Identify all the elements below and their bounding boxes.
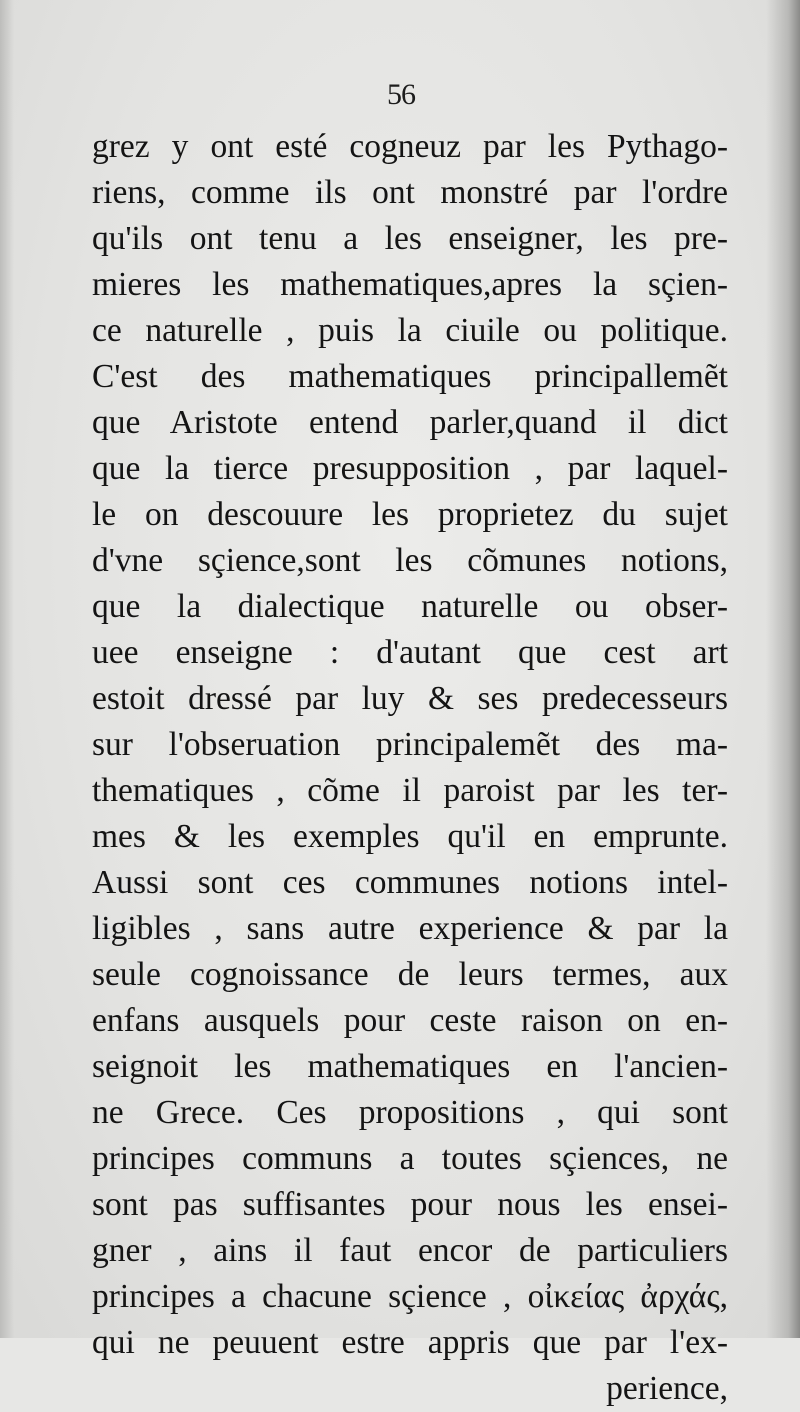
text-line: perience, xyxy=(606,1370,728,1407)
text-line: ligibles , sans autre experience & par la xyxy=(92,910,728,947)
text-line: le on descouure les proprietez du sujet xyxy=(92,496,728,533)
text-line: mes & les exemples qu'il en emprunte. xyxy=(92,818,728,855)
text-line: d'vne sçience,sont les cõmunes notions, xyxy=(92,542,728,579)
text-line: riens, comme ils ont monstré par l'ordre xyxy=(92,174,728,211)
text-line: C'est des mathematiques principallemẽt xyxy=(92,358,728,395)
text-line: que la tierce presupposition , par laquel- xyxy=(92,450,728,487)
text-line: sont pas suffisantes pour nous les ensei- xyxy=(92,1186,728,1223)
text-line: que la dialectique naturelle ou obser- xyxy=(92,588,728,625)
text-line: grez y ont esté cogneuz par les Pythago- xyxy=(92,128,728,165)
text-line: seule cognoissance de leurs termes, aux xyxy=(92,956,728,993)
page-number: 56 xyxy=(387,78,415,111)
text-line: gner , ains il faut encor de particuliers xyxy=(92,1232,728,1269)
text-line: ne Grece. Ces propositions , qui sont xyxy=(92,1094,728,1131)
text-line: qui ne peuuent estre appris que par l'ex- xyxy=(92,1324,728,1361)
text-line: enfans ausquels pour ceste raison on en- xyxy=(92,1002,728,1039)
text-line: mieres les mathematiques,apres la sçien- xyxy=(92,266,728,303)
text-line: ce naturelle , puis la ciuile ou politique. xyxy=(92,312,728,349)
text-line: Aussi sont ces communes notions intel- xyxy=(92,864,728,901)
text-line: principes communs a toutes sçiences, ne xyxy=(92,1140,728,1177)
text-line: qu'ils ont tenu a les enseigner, les pre- xyxy=(92,220,728,257)
page-right-edge-shadow xyxy=(766,0,800,1338)
text-line: uee enseigne : d'autant que cest art xyxy=(92,634,728,671)
text-line: que Aristote entend parler,quand il dict xyxy=(92,404,728,441)
text-line: principes a chacune sçience , οἰκείας ἀρχάς, xyxy=(92,1278,728,1315)
page-left-edge-shadow xyxy=(0,0,14,1338)
text-line: estoit dressé par luy & ses predecesseurs xyxy=(92,680,728,717)
text-line: seignoit les mathematiques en l'ancien- xyxy=(92,1048,728,1085)
text-line: thematiques , cõme il paroist par les ter- xyxy=(92,772,728,809)
text-line: sur l'obseruation principalemẽt des ma- xyxy=(92,726,728,763)
